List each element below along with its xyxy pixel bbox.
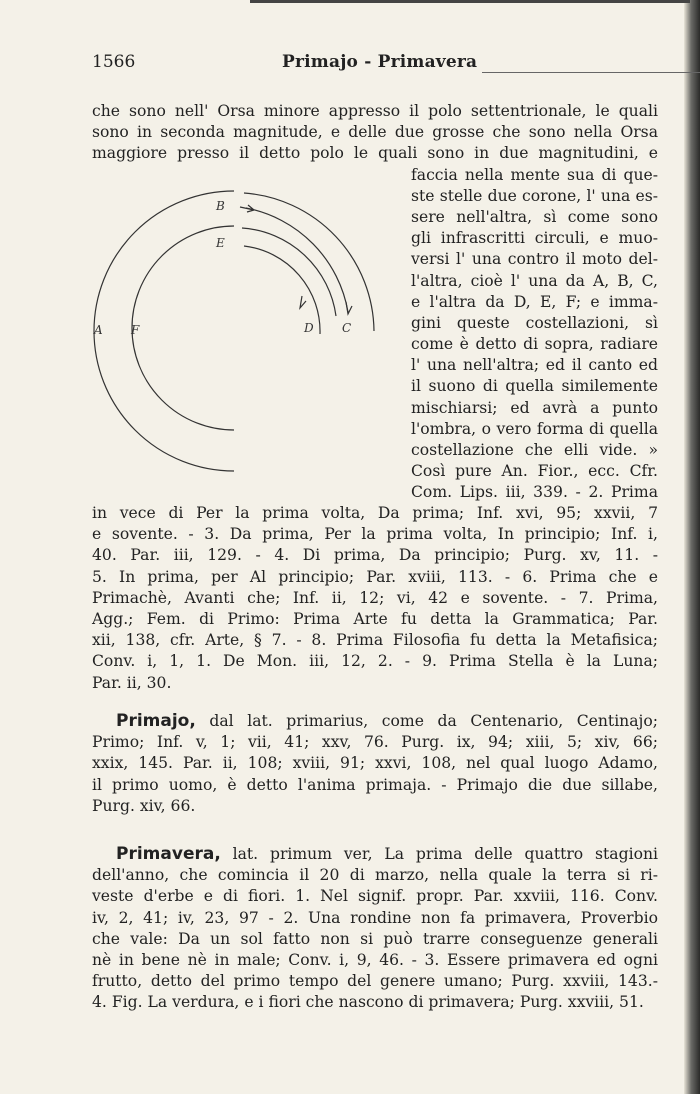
outer-circle-arc <box>94 191 234 471</box>
text-line: gli infrascritti circuli, e muo- <box>411 229 658 248</box>
label-A: A <box>94 323 103 337</box>
text-line: il suono di quella similemente <box>411 377 658 396</box>
text-line: Conv. i, 1, 1. De Mon. iii, 12, 2. - 9. Prima Stella è la Luna; <box>92 652 658 671</box>
text-line: Primachè, Avanti che; Inf. ii, 12; vi, 42 e sovente. - 7. Prima, <box>92 588 658 607</box>
text-line: xxix, 145. Par. ii, 108; xviii, 91; xxvi, 108, nel qual luogo Adamo, <box>92 754 658 773</box>
text-line: come è detto di sopra, radiare <box>411 335 658 354</box>
inner-circle-arc-right <box>242 228 336 316</box>
text-line: nè in bene nè in male; Conv. i, 9, 46. - 3. Essere primavera ed ogni <box>92 950 658 969</box>
book-spine-shadow <box>684 0 700 1094</box>
intro-paragraph <box>92 101 658 165</box>
text-line: mischiarsi; ed avrà a punto <box>411 398 658 417</box>
label-C: C <box>342 321 352 335</box>
text-line: il primo uomo, è detto l'anima primaja. - Primajo die due sillabe, <box>92 775 658 794</box>
text-line: Agg.; Fem. di Primo: Prima Arte fu detta la Grammatica; Par. <box>92 609 658 628</box>
label-E: E <box>216 236 225 250</box>
page-number: 1566 <box>92 52 136 72</box>
entry-primajo <box>92 711 658 817</box>
text-line: ste stelle due corone, l' una es- <box>411 186 658 205</box>
text-line: in vece di Per la prima volta, Da prima; Inf. xvi, 95; xxvii, 7 <box>92 504 658 522</box>
label-D: D <box>304 321 314 335</box>
text-line: sere nell'altra, sì come sono <box>411 207 658 226</box>
headword: Primajo, <box>116 711 196 731</box>
text-line: dell'anno, che comincia il 20 di marzo, nella quale la terra si ri- <box>92 866 658 885</box>
text-line: Così pure An. Fior., ecc. Cfr. <box>411 462 658 481</box>
entry-first-line <box>92 844 658 865</box>
text-line: frutto, detto del primo tempo del genere umano; Purg. xxviii, 143.- <box>92 972 658 991</box>
entry-first-line <box>92 711 658 732</box>
text-line: sono in seconda magnitude, e delle due grosse che sono nella Orsa <box>92 123 658 142</box>
text-line: iv, 2, 41; iv, 23, 97 - 2. Una rondine non fa primavera, Proverbio <box>92 908 658 927</box>
text-line: veste d'erbe e di fiori. 1. Nel signif. propr. Par. xxviii, 116. Conv. <box>92 887 658 906</box>
text-line: xii, 138, cfr. Arte, § 7. - 8. Prima Filosofia fu detta la Metafisica; <box>92 631 658 650</box>
arrow-d <box>300 296 306 308</box>
text-line: Com. Lips. iii, 339. - 2. Prima <box>411 483 658 502</box>
text-line: Primo; Inf. v, 1; vii, 41; xxv, 76. Purg. ix, 94; xiii, 5; xiv, 66; <box>92 733 658 752</box>
text-line: e sovente. - 3. Da prima, Per la prima volta, In principio; Inf. i, <box>92 525 658 544</box>
text-line: dal lat. primarius, come da Centenario, Centinajo; <box>195 712 658 730</box>
text-line: che vale: Da un sol fatto non si può trarre conseguenze generali <box>92 929 658 948</box>
label-F: F <box>131 323 140 337</box>
top-rule <box>250 0 690 3</box>
text-line: costellazione che elli vide. » <box>411 441 658 460</box>
outer-circle-arc-right <box>244 193 374 331</box>
text-line: versi l' una contro il moto del- <box>411 250 658 269</box>
constellation-circles-figure <box>84 184 390 484</box>
text-line: 4. Fig. La verdura, e i fiori che nascono di primavera; Purg. xxviii, 51. <box>92 993 644 1012</box>
label-B: B <box>216 199 225 213</box>
text-line: faccia nella mente sua di que- <box>411 165 658 184</box>
text-line: che sono nell' Orsa minore appresso il polo settentrionale, le quali <box>92 102 658 120</box>
page-header <box>92 52 658 74</box>
wrapped-paragraph <box>411 165 658 504</box>
text-line: 5. In prima, per Al principio; Par. xviii, 113. - 6. Prima che e <box>92 567 658 586</box>
text-line: Purg. xiv, 66. <box>92 796 196 815</box>
text-line: maggiore presso il detto polo le quali sono in due magnitudini, e <box>92 144 658 163</box>
text-line: e l'altra da D, E, F; e imma- <box>411 292 658 311</box>
text-line: gini queste costellazioni, sì <box>411 313 658 332</box>
headword: Primavera, <box>116 844 221 864</box>
text-line: lat. primum ver, La prima delle quattro stagioni <box>220 845 658 863</box>
text-line: Par. ii, 30. <box>92 673 172 692</box>
running-head: Primajo - Primavera <box>282 52 478 72</box>
arrow-c <box>346 302 352 314</box>
text-line: l'ombra, o vero forma di quella <box>411 419 658 438</box>
inner-circle-arc <box>132 226 234 430</box>
text-line: l'altra, cioè l' una da A, B, C, <box>411 271 658 290</box>
entry-primavera <box>92 844 658 1014</box>
text-line: 40. Par. iii, 129. - 4. Di prima, Da principio; Purg. xv, 11. - <box>92 546 658 565</box>
arrow-b <box>240 205 254 212</box>
header-rule <box>482 72 700 73</box>
text-line: l' una nell'altra; ed il canto ed <box>411 356 658 375</box>
prima-entry-continuation <box>92 503 658 694</box>
mid-arc-c <box>246 208 348 312</box>
